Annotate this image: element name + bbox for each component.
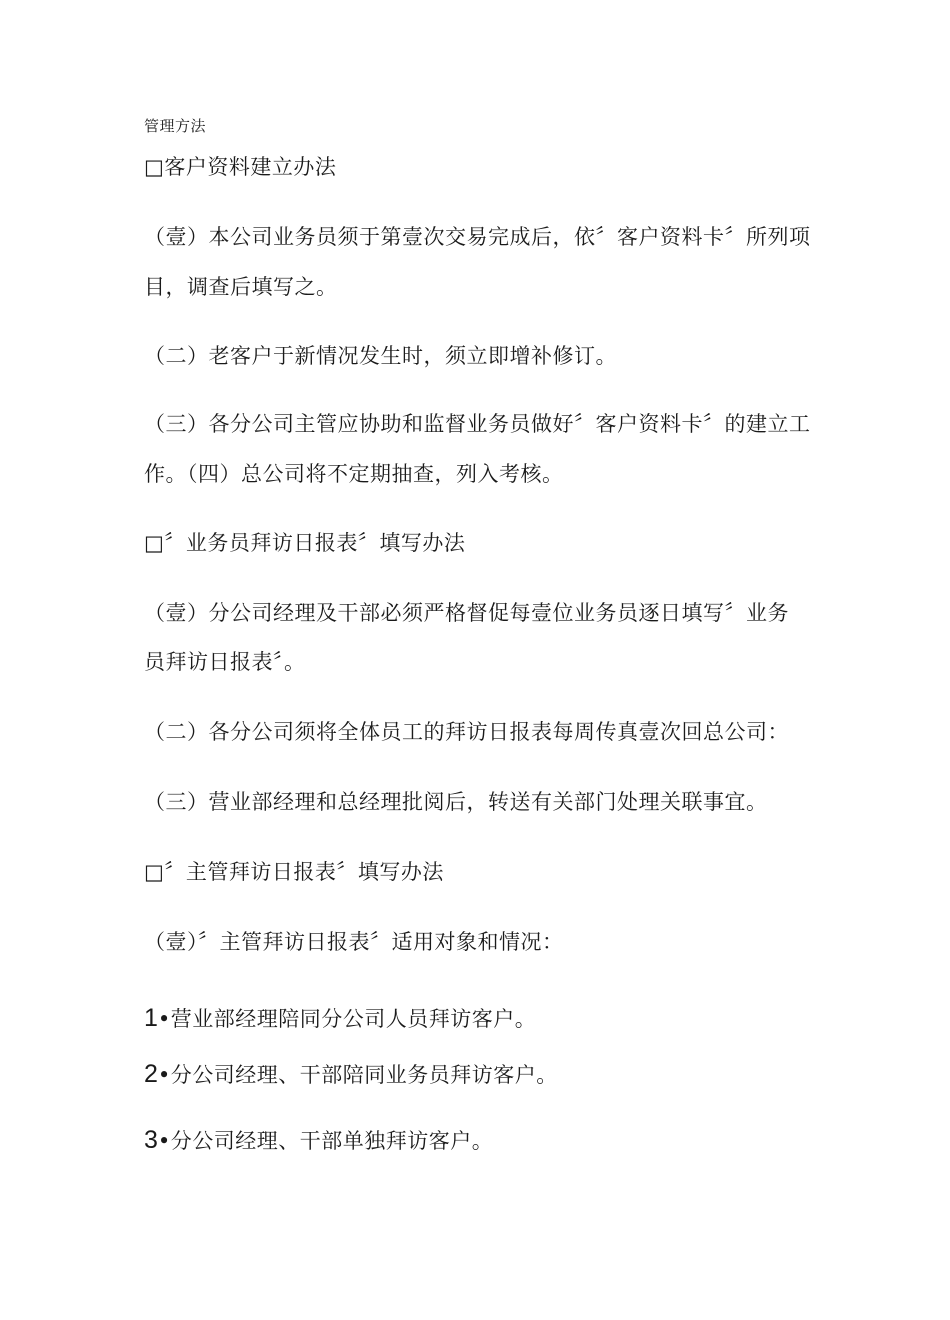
paragraph-line: （二）各分公司须将全体员工的拜访日报表每周传真壹次回总公司： xyxy=(144,720,789,744)
list-item-text: 分公司经理、干部单独拜访客户。 xyxy=(170,1129,494,1153)
section-heading: □〞主管拜访日报表〞填写办法 xyxy=(144,860,444,884)
section-heading: □〞业务员拜访日报表〞填写办法 xyxy=(144,531,466,555)
list-item xyxy=(144,1061,558,1088)
list-item xyxy=(144,1127,493,1154)
paragraph-line: 员拜访日报表〞。 xyxy=(144,650,306,674)
paragraph-line: （壹）〞主管拜访日报表〞适用对象和情况： xyxy=(144,930,564,954)
list-item-bullet: • xyxy=(157,1129,171,1153)
list-item-bullet: • xyxy=(157,1063,171,1087)
list-item-text: 分公司经理、干部陪同业务员拜访客户。 xyxy=(170,1063,558,1087)
list-item-number: 3 xyxy=(144,1126,158,1154)
paragraph-line: （三）营业部经理和总经理批阅后，转送有关部门处理关联事宜。 xyxy=(144,790,768,814)
paragraph-line: （三）各分公司主管应协助和监督业务员做好〞客户资料卡〞的建立工 xyxy=(144,412,811,436)
paragraph-line: （二）老客户于新情况发生时，须立即增补修订。 xyxy=(144,344,617,368)
section-heading: □客户资料建立办法 xyxy=(144,155,337,179)
doc-title: 管理方法 xyxy=(144,117,207,135)
paragraph-line: （壹）分公司经理及干部必须严格督促每壹位业务员逐日填写〞业务 xyxy=(144,601,789,625)
list-item-bullet: • xyxy=(157,1007,171,1031)
paragraph-line: 目，调查后填写之。 xyxy=(144,275,338,299)
list-item-number: 1 xyxy=(144,1004,158,1032)
list-item-text: 营业部经理陪同分公司人员拜访客户。 xyxy=(170,1007,537,1031)
paragraph-line: （壹）本公司业务员须于第壹次交易完成后，依〞客户资料卡〞所列项 xyxy=(144,225,811,249)
paragraph-line: 作。（四）总公司将不定期抽查，列入考核。 xyxy=(144,462,564,486)
list-item xyxy=(144,1005,536,1032)
list-item-number: 2 xyxy=(144,1060,158,1088)
